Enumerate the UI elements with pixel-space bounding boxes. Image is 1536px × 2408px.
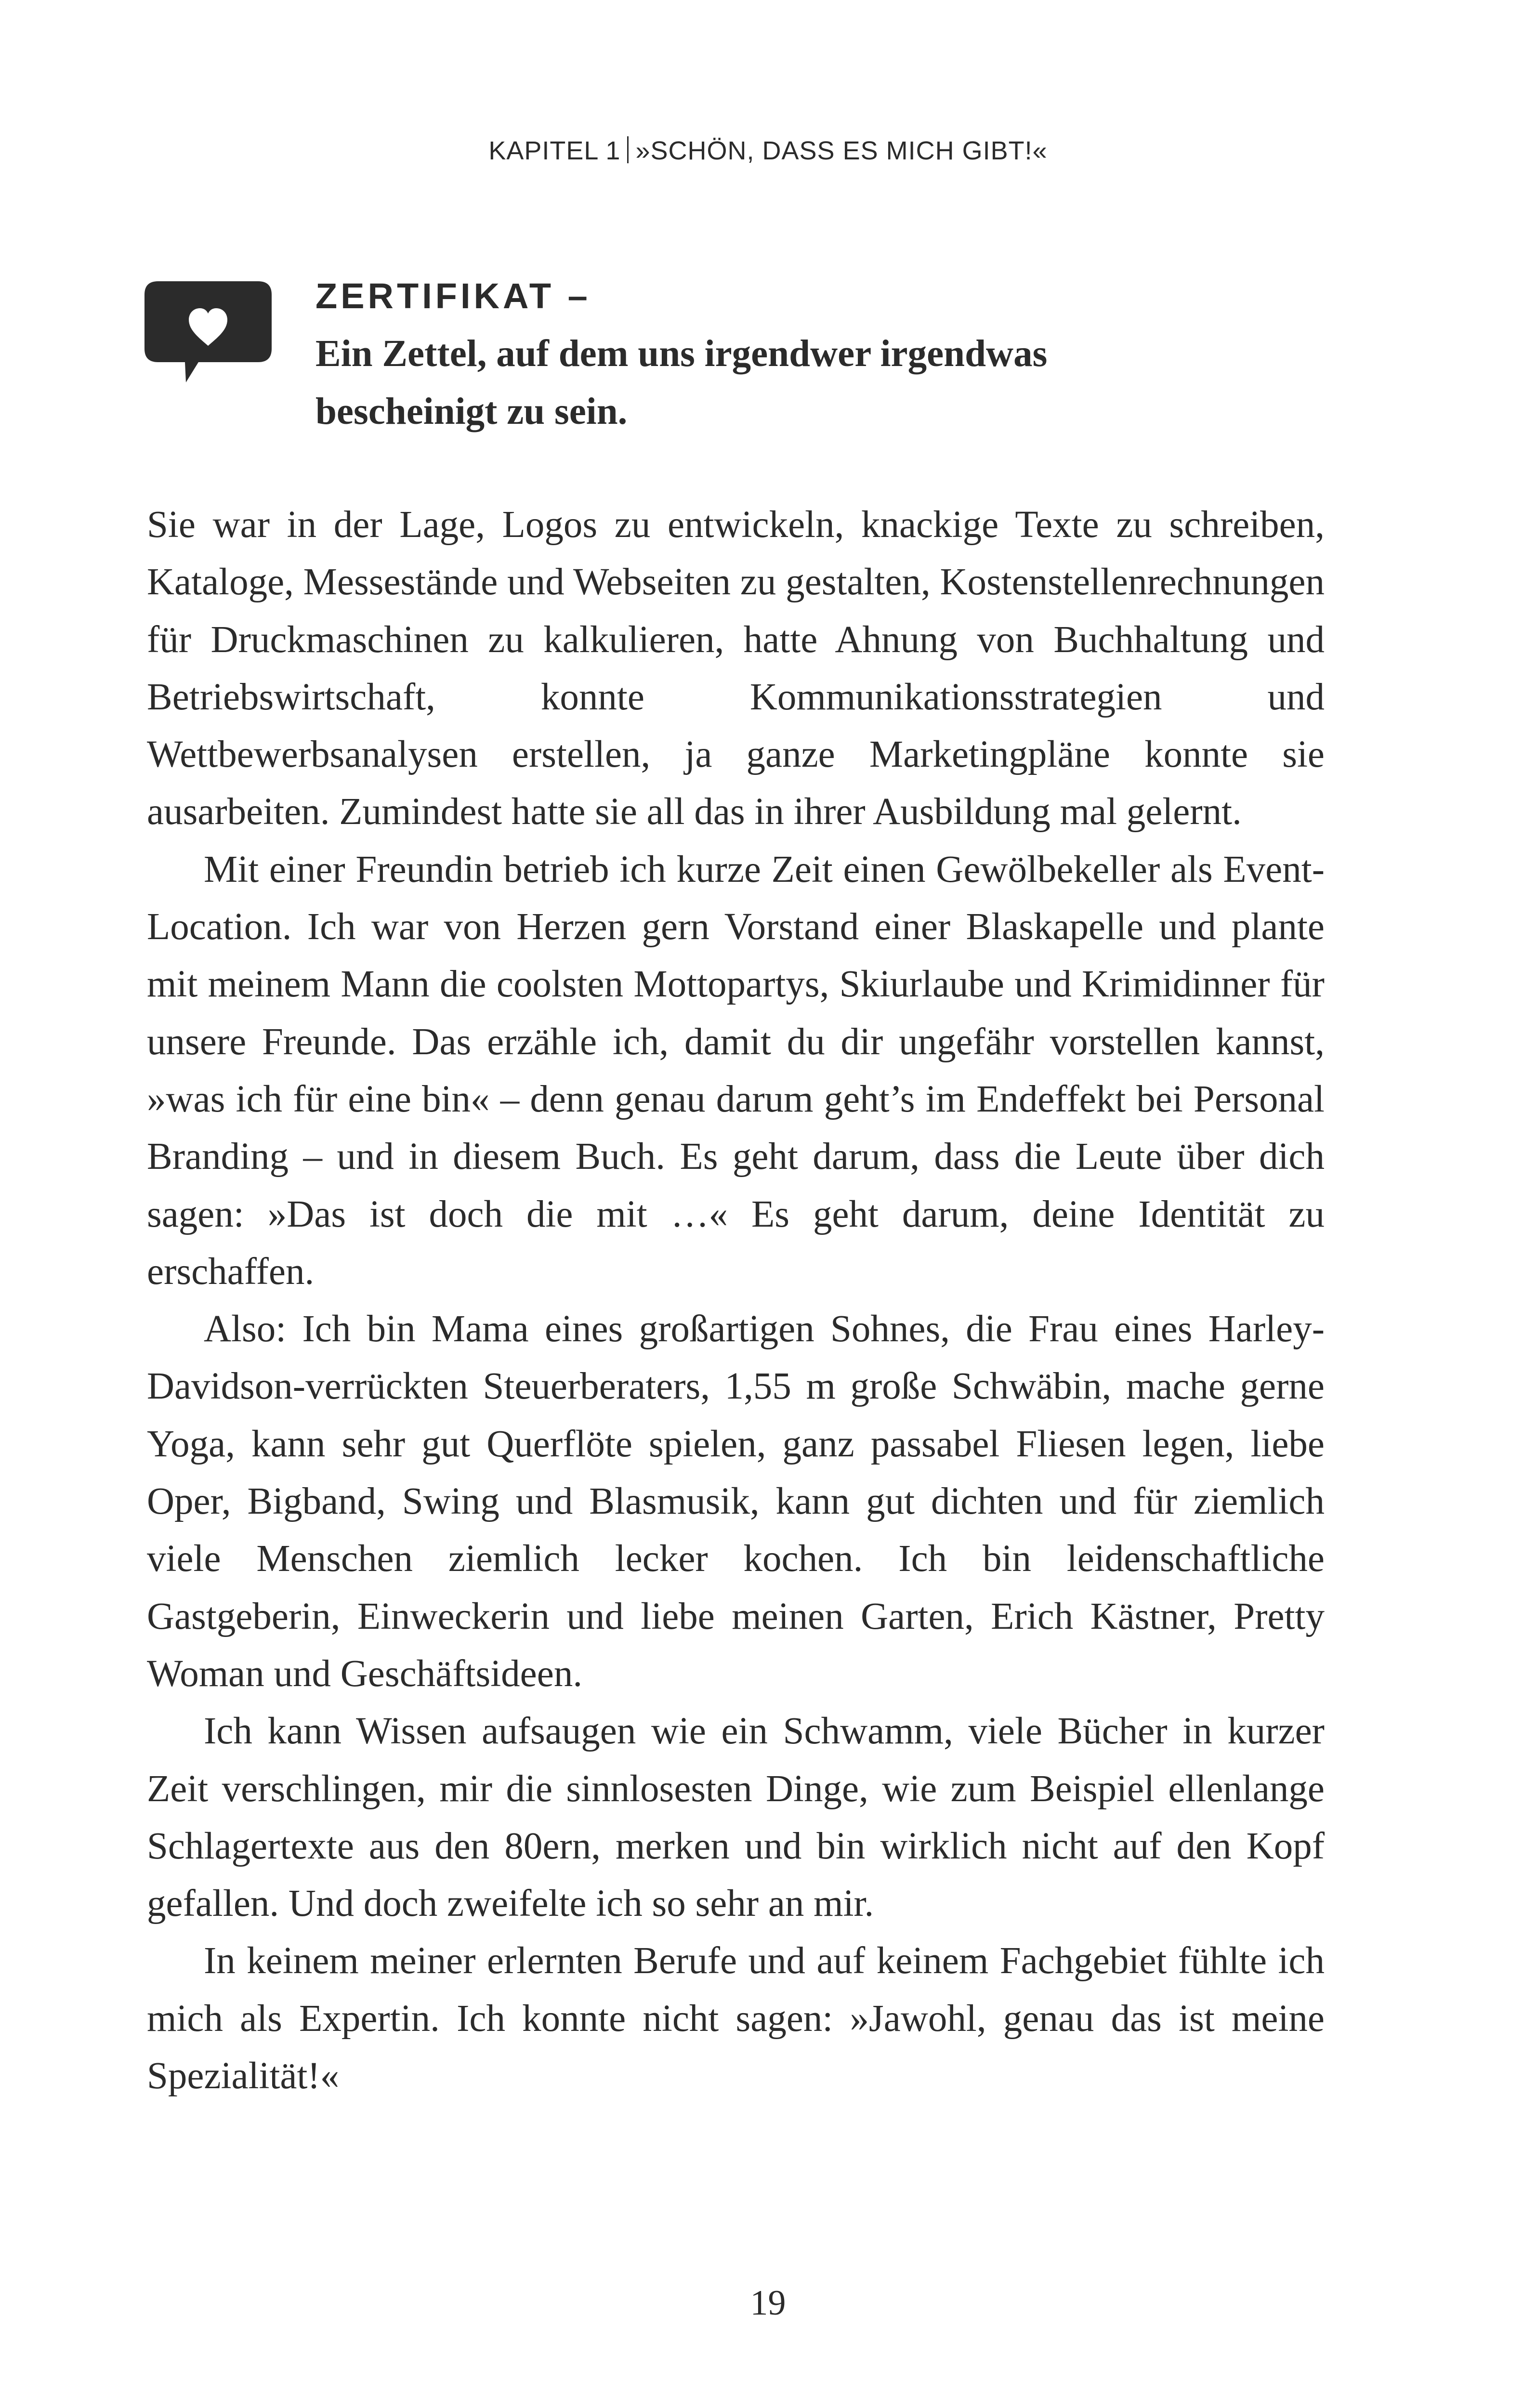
chapter-label: KAPITEL 1 <box>488 136 621 165</box>
callout-definition-line-2: bescheinigt zu sein. <box>315 391 628 432</box>
paragraph-2: Mit einer Freundin betrieb ich kurze Zeit einen Gewölbekeller als Event-Location. Ich war von Herzen gern Vorstand einer Blaskapelle und plante mit meinem Mann die coolsten Mottopartys, Skiurlaube und Krimidinner für unsere Freunde. Das erzähle ich, damit du dir ungefähr vorstellen kannst, »was ich für eine bin« – denn genau darum geht’s im Endeffekt bei Personal Branding – und in diesem Buch. Es geht darum, dass die Leute über dich sagen: »Das ist doch die mit …« Es geht darum, deine Identität zu erschaffen. <box>147 848 1325 1293</box>
chapter-title: »SCHÖN, DASS ES MICH GIBT!« <box>635 136 1048 165</box>
paragraph-1: Sie war in der Lage, Logos zu entwickeln, knackige Texte zu schreiben, Kataloge, Messestände und Webseiten zu gestalten, Kostenstellenrechnungen für Druckmaschinen zu kalkulieren, hatte Ahnung von Buchhaltung und Betriebswirtschaft, konnte Kommunikationsstrategien und Wettbewerbsanalysen erstellen, ja ganze Marketingpläne konnte sie ausarbeiten. Zumindest hatte sie all das in ihrer Ausbildung mal gelernt. <box>147 504 1325 833</box>
callout-definition-line-1: Ein Zettel, auf dem uns irgendwer irgendwas <box>315 333 1048 375</box>
paragraph-3: Also: Ich bin Mama eines großartigen Sohnes, die Frau eines Harley-Davidson-verrückten Steuerberaters, 1,55 m große Schwäbin, mache gerne Yoga, kann sehr gut Querflöte spielen, ganz passabel Fliesen legen, liebe Oper, Bigband, Swing und Blasmusik, kann gut dichten und für ziemlich viele Menschen ziemlich lecker kochen. Ich bin leidenschaftliche Gastgeberin, Einweckerin und liebe meinen Garten, Erich Kästner, Pretty Woman und Geschäftsideen. <box>147 1308 1325 1695</box>
running-head <box>0 136 1536 166</box>
header-separator <box>627 136 629 163</box>
paragraph-4: Ich kann Wissen aufsaugen wie ein Schwamm, viele Bücher in kurzer Zeit verschlingen, mir die sinnlosesten Dinge, wie zum Beispiel ellenlange Schlagertexte aus den 80ern, merken und bin wirklich nicht auf den Kopf gefallen. Und doch zweifelte ich so sehr an mir. <box>147 1710 1325 1925</box>
callout-term: ZERTIFIKAT – <box>315 276 591 316</box>
paragraph-5: In keinem meiner erlernten Berufe und auf keinem Fachgebiet fühlte ich mich als Expertin. Ich konnte nicht sagen: »Jawohl, genau das ist meine Spezialität!« <box>147 1940 1325 2097</box>
heart-speech-bubble-icon <box>144 281 272 384</box>
glossary-callout <box>315 267 1327 441</box>
page-number: 19 <box>750 2283 786 2323</box>
body-text <box>147 496 1325 2105</box>
